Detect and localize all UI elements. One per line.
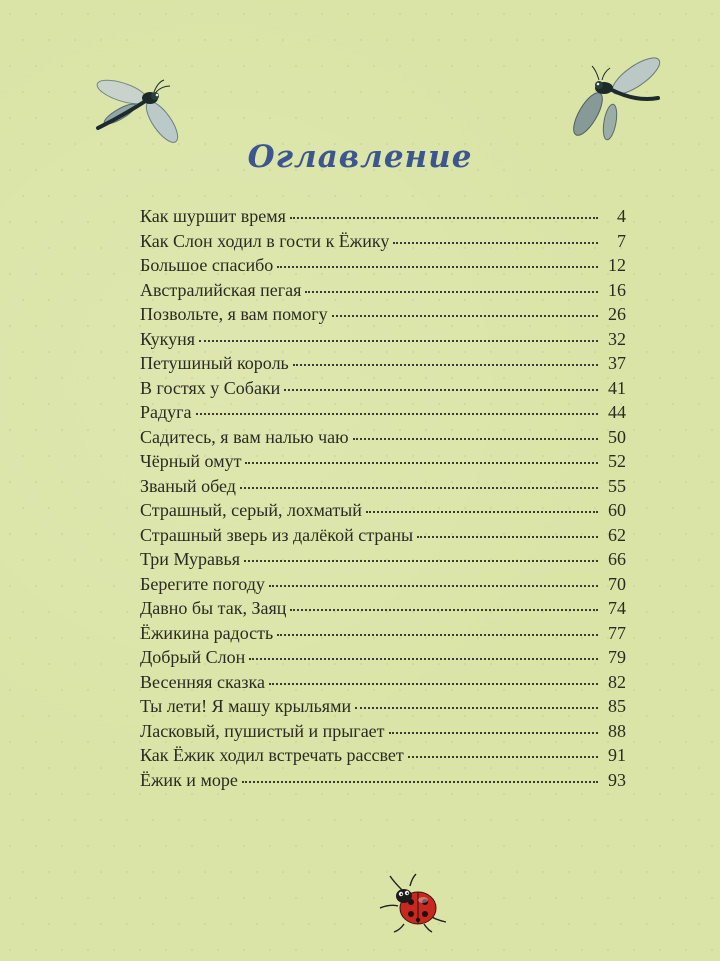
toc-entry — [140, 770, 626, 795]
toc-entry-page-number: 62 — [608, 524, 626, 545]
toc-dot-leader — [332, 314, 598, 317]
toc-entry-page-number: 66 — [608, 549, 626, 569]
toc-entry — [140, 231, 626, 256]
toc-entry — [140, 206, 626, 231]
toc-dot-leader — [366, 510, 598, 513]
toc-dot-leader — [277, 265, 598, 268]
toc-entry-title: Давно бы так, Заяц — [140, 598, 287, 618]
toc-entry — [140, 721, 626, 746]
toc-entry-title: Австралийская пегая — [140, 279, 302, 300]
toc-entry — [140, 672, 626, 697]
dragonfly-left-illustration — [92, 70, 196, 146]
toc-entry-title: Позвольте, я вам помогу — [140, 304, 328, 324]
toc-entry-page-number: 50 — [608, 426, 626, 447]
toc-entry-page-number: 44 — [608, 402, 626, 422]
toc-entry — [140, 525, 626, 550]
toc-dot-leader — [242, 780, 598, 783]
toc-entry-title: Званый обед — [140, 475, 236, 496]
toc-dot-leader — [393, 241, 598, 244]
toc-entry-title: Кукуня — [140, 328, 196, 349]
toc-entry — [140, 255, 626, 280]
toc-entry-page-number: 16 — [608, 279, 626, 300]
toc-entry-title: Три Муравья — [140, 549, 240, 569]
toc-entry-page-number: 41 — [608, 377, 626, 398]
toc-dot-leader — [290, 608, 598, 611]
toc-entry-title: Добрый Слон — [140, 647, 246, 667]
toc-entry-page-number: 37 — [608, 353, 626, 373]
toc-dot-leader — [199, 339, 598, 342]
toc-entry-title: Садитесь, я вам налью чаю — [140, 426, 349, 447]
toc-entry-title: Как Слон ходил в гости к Ёжику — [140, 230, 390, 251]
toc-entry-page-number: 85 — [608, 696, 626, 716]
toc-entry — [140, 402, 626, 427]
page-title: Оглавление — [247, 138, 473, 175]
toc-entry-page-number: 82 — [608, 671, 626, 692]
toc-dot-leader — [277, 633, 598, 636]
toc-entry — [140, 427, 626, 452]
toc-entry-title: Ёжикина радость — [140, 622, 274, 643]
toc-entry-title: Ласковый, пушистый и прыгает — [140, 720, 385, 741]
toc-dot-leader — [408, 755, 598, 758]
toc-entry-title: Как Ёжик ходил встречать рассвет — [140, 745, 404, 765]
toc-dot-leader — [240, 486, 598, 489]
toc-dot-leader — [249, 657, 598, 660]
toc-dot-leader — [284, 388, 598, 391]
toc-entry-title: Радуга — [140, 402, 192, 422]
toc-entry-title: Берегите погоду — [140, 573, 265, 594]
toc-entry-page-number: 77 — [608, 622, 626, 643]
toc-entry-title: Чёрный омут — [140, 451, 242, 471]
toc-entry — [140, 623, 626, 648]
toc-dot-leader — [269, 682, 598, 685]
toc-entry-page-number: 4 — [617, 206, 626, 226]
toc-dot-leader — [355, 706, 598, 709]
toc-dot-leader — [245, 461, 598, 464]
table-of-contents — [140, 206, 626, 794]
toc-entry-title: Петушиный король — [140, 353, 289, 373]
toc-entry-page-number: 32 — [608, 328, 626, 349]
dragonfly-right-illustration — [566, 50, 670, 150]
toc-entry-title: Как шуршит время — [140, 206, 286, 226]
toc-entry — [140, 574, 626, 599]
toc-entry-page-number: 74 — [608, 598, 626, 618]
toc-entry — [140, 451, 626, 476]
toc-entry-page-number: 26 — [608, 304, 626, 324]
toc-entry-page-number: 52 — [608, 451, 626, 471]
toc-entry — [140, 304, 626, 329]
toc-entry — [140, 696, 626, 721]
toc-entry-page-number: 55 — [608, 475, 626, 496]
toc-entry-page-number: 91 — [608, 745, 626, 765]
toc-entry — [140, 353, 626, 378]
toc-entry — [140, 549, 626, 574]
toc-entry — [140, 378, 626, 403]
toc-entry-page-number: 12 — [608, 255, 626, 275]
toc-entry-title: Ты лети! Я машу крыльями — [140, 696, 352, 716]
toc-dot-leader — [293, 363, 598, 366]
ladybug-illustration — [376, 870, 450, 934]
toc-entry-title: Страшный, серый, лохматый — [140, 500, 362, 520]
toc-dot-leader — [417, 535, 598, 538]
toc-dot-leader — [305, 290, 598, 293]
toc-dot-leader — [269, 584, 598, 587]
toc-entry-page-number: 7 — [617, 230, 626, 251]
toc-entry-title: Большое спасибо — [140, 255, 274, 275]
toc-entry — [140, 647, 626, 672]
toc-dot-leader — [196, 412, 598, 415]
toc-dot-leader — [389, 731, 598, 734]
toc-dot-leader — [353, 437, 598, 440]
toc-entry-title: Страшный зверь из далёкой страны — [140, 524, 414, 545]
toc-entry-page-number: 60 — [608, 500, 626, 520]
toc-entry — [140, 745, 626, 770]
toc-dot-leader — [244, 559, 598, 562]
toc-entry-page-number: 79 — [608, 647, 626, 667]
toc-entry — [140, 598, 626, 623]
toc-entry-page-number: 88 — [608, 720, 626, 741]
toc-entry — [140, 500, 626, 525]
toc-entry-title: Ёжик и море — [140, 769, 238, 790]
toc-entry — [140, 329, 626, 354]
toc-entry — [140, 280, 626, 305]
toc-entry-title: В гостях у Собаки — [140, 377, 281, 398]
toc-entry-page-number: 93 — [608, 769, 626, 790]
toc-dot-leader — [290, 216, 598, 219]
toc-entry-title: Весенняя сказка — [140, 671, 265, 692]
toc-entry — [140, 476, 626, 501]
toc-entry-page-number: 70 — [608, 573, 626, 594]
